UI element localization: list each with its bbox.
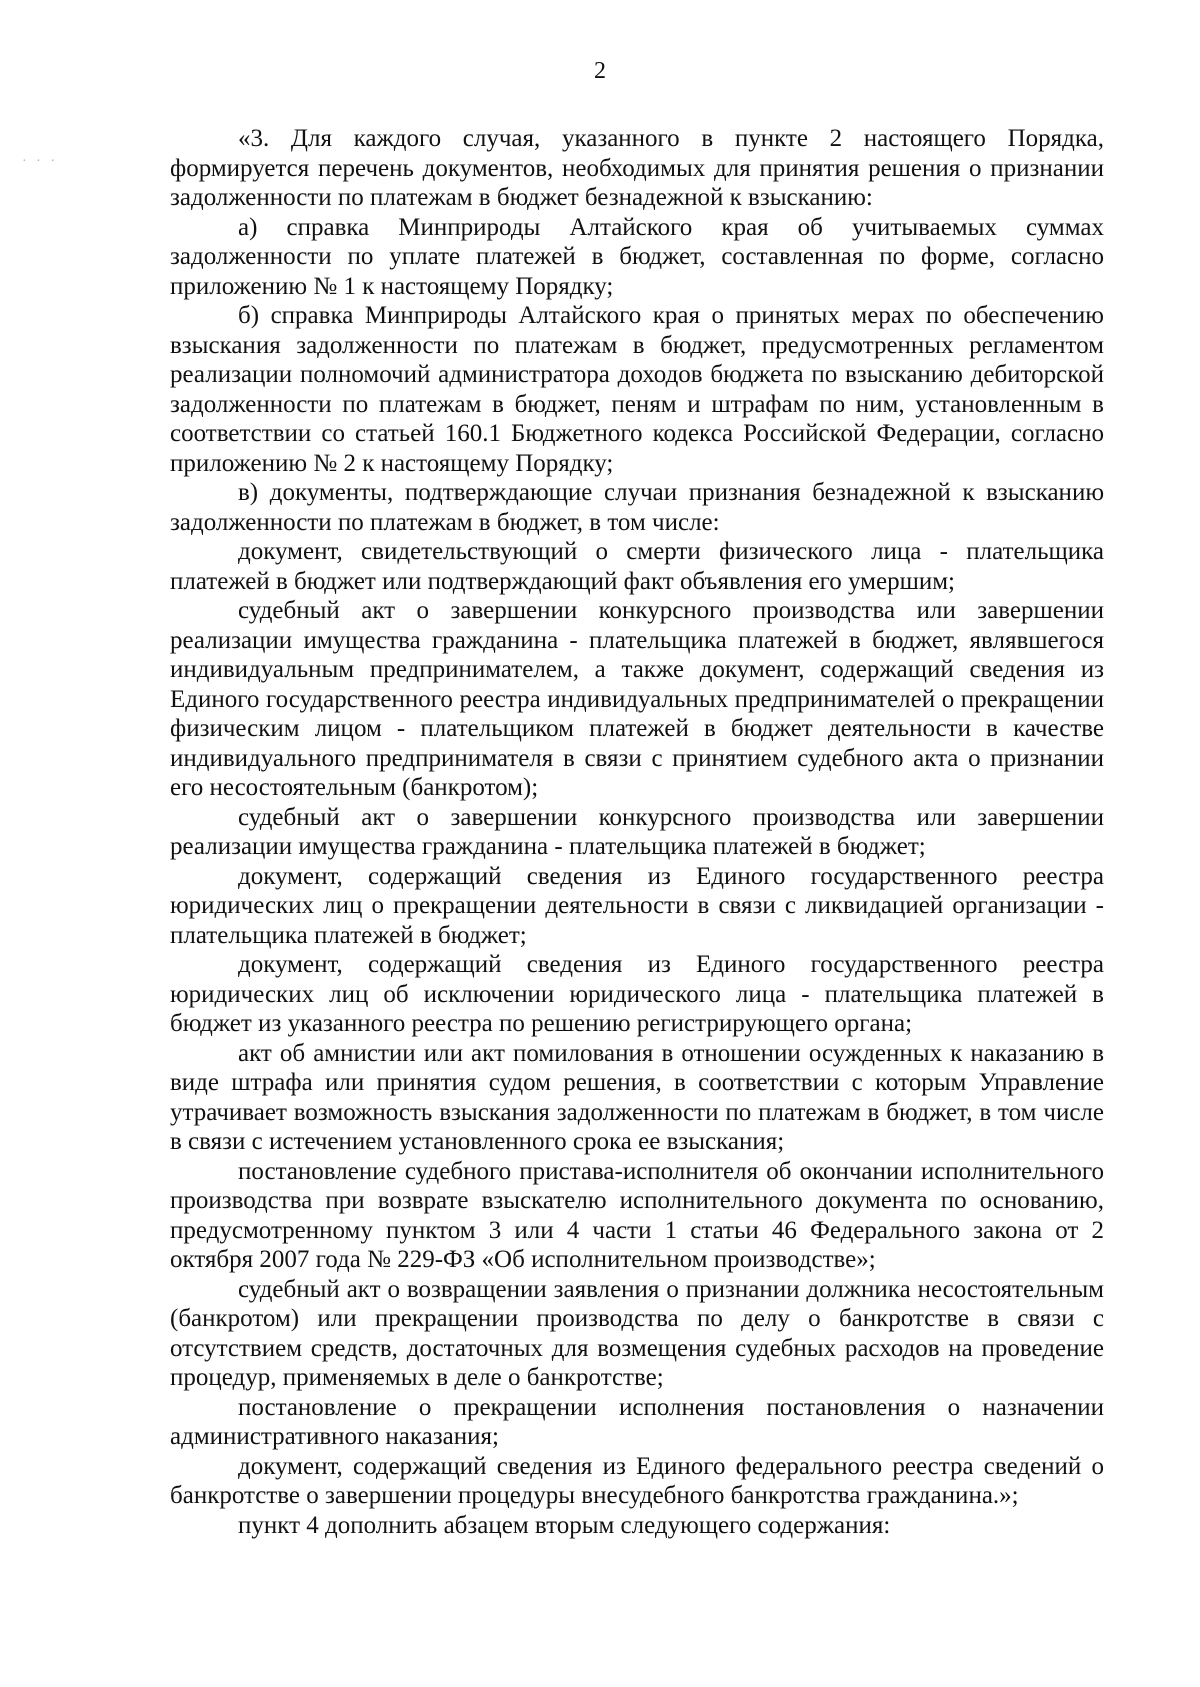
paragraph-liquidation: документ, содержащий сведения из Единого государственного реестра юридических лиц о прекращении деятельности в связи с ликвидацией организации - плательщика платежей в бюджет; — [170, 862, 1104, 949]
paragraph-amnesty: акт об амнистии или акт помилования в отношении осужденных к наказанию в виде штрафа или принятия судом решения, в соответствии с которым Управление утрачивает возможность взыскания задолженности по платежам в бюджет, в том числе в связи с истечением установленного срока ее взыскания; — [170, 1039, 1104, 1155]
paragraph-bankruptcy-entrepreneur: судебный акт о завершении конкурсного производства или завершении реализации имущества гражданина - плательщика платежей в бюджет, являвшегося индивидуальным предпринимателем, а также документ, содержащий сведения из Единого государственного реестра индивидуальных предпринимателей о прекращении физическим лицом - плательщиком платежей в бюджет деятельности в качестве индивидуального предпринимателя в связи с принятием судебного акта о признании его несостоятельным (банкротом); — [170, 597, 1104, 801]
margin-scan-mark: · · · — [22, 154, 58, 169]
paragraph-bankruptcy-citizen: судебный акт о завершении конкурсного производства или завершении реализации имущества гражданина - плательщика платежей в бюджет; — [170, 803, 1104, 860]
paragraph-item-b: б) справка Минприроды Алтайского края о принятых мерах по обеспечению взыскания задолженности по платежам в бюджет, предусмотренных регламентом реализации полномочий администратора доходов бюджета по взысканию дебиторской задолженности по платежам в бюджет, пеням и штрафам по ним, установленным в соответствии со статьей 160.1 Бюджетного кодекса Российской Федерации, согласно приложению № 2 к настоящему Порядку; — [170, 302, 1104, 477]
paragraph-termination-of-execution: постановление о прекращении исполнения постановления о назначении административного наказания; — [170, 1393, 1104, 1450]
page-number: 2 — [594, 58, 606, 84]
paragraph-returned-application: судебный акт о возвращении заявления о признании должника несостоятельным (банкротом) или прекращении производства по делу о банкротстве в связи с отсутствием средств, достаточных для возмещения судебных расходов на проведение процедур, применяемых в деле о банкротстве; — [170, 1275, 1104, 1391]
paragraph-death-certificate: документ, свидетельствующий о смерти физического лица - плательщика платежей в бюджет или подтверждающий факт объявления его умершим; — [170, 538, 1104, 595]
paragraph-extrajudicial-bankruptcy: документ, содержащий сведения из Единого федерального реестра сведений о банкротстве о завершении процедуры внесудебного банкротства гражданина.»; — [170, 1452, 1104, 1509]
paragraph-bailiff-resolution: постановление судебного пристава-исполнителя об окончании исполнительного производства при возврате взыскателю исполнительного документа по основанию, предусмотренному пунктом 3 или 4 части 1 статьи 46 Федерального закона от 2 октября 2007 года № 229-ФЗ «Об исполнительном производстве»; — [170, 1157, 1104, 1273]
paragraph-point-4-amendment: пункт 4 дополнить абзацем вторым следующего содержания: — [238, 1511, 891, 1539]
paragraph-item-v: в) документы, подтверждающие случаи признания безнадежной к взысканию задолженности по платежам в бюджет, в том числе: — [170, 479, 1104, 536]
paragraph-item-a: а) справка Минприроды Алтайского края об учитываемых суммах задолженности по уплате платежей в бюджет, составленная по форме, согласно приложению № 1 к настоящему Порядку; — [170, 213, 1104, 300]
paragraph-point-3-intro: «3. Для каждого случая, указанного в пункте 2 настоящего Порядка, формируется перечень документов, необходимых для принятия решения о признании задолженности по платежам в бюджет безнадежной к взысканию: — [170, 125, 1104, 211]
document-body — [170, 124, 1104, 1540]
paragraph-exclusion-from-registry: документ, содержащий сведения из Единого государственного реестра юридических лиц об исключении юридического лица - плательщика платежей в бюджет из указанного реестра по решению регистрирующего органа; — [170, 951, 1104, 1037]
